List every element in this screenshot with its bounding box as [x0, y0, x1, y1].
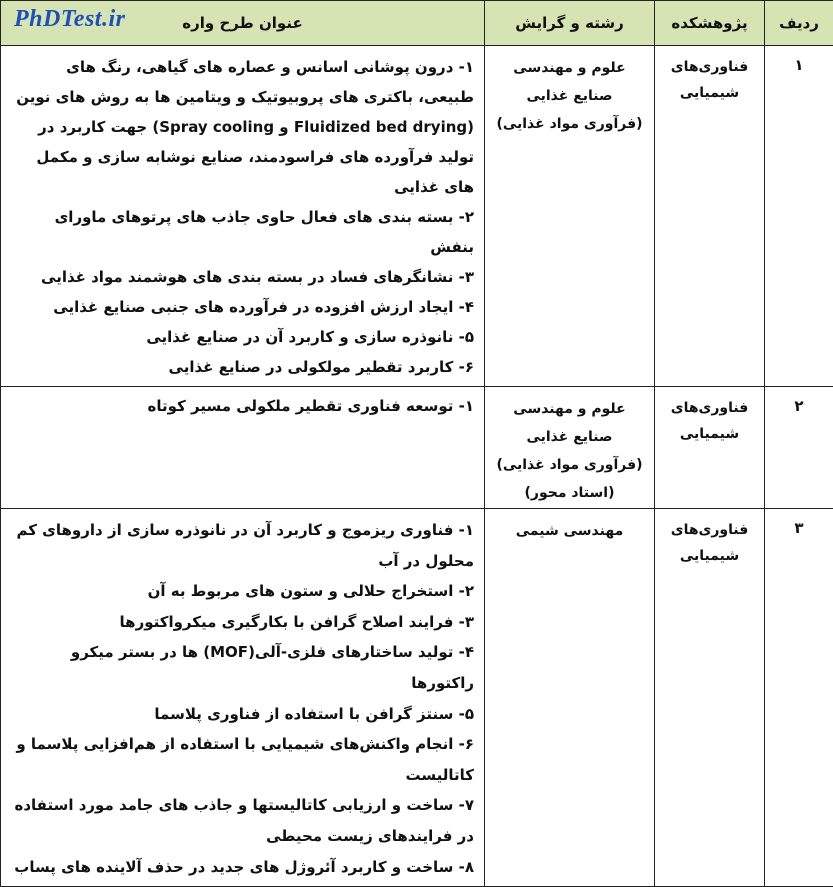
field-line: علوم و مهندسی: [485, 54, 654, 82]
header-institute: پژوهشکده: [655, 1, 765, 46]
institute-cell: [655, 46, 765, 387]
row-number: ۳: [765, 509, 833, 887]
table-row: [1, 509, 833, 887]
field-cell: [485, 387, 655, 509]
list-item: ۳- فرایند اصلاح گرافن با بکارگیری میکرواکتورها: [9, 607, 474, 638]
field-cell: [485, 46, 655, 387]
field-cell: [485, 509, 655, 887]
institute-line: فناوری‌های: [655, 395, 764, 421]
field-line: (فرآوری مواد غذایی): [485, 110, 654, 138]
list-item: ۴- ایجاد ارزش افزوده در فرآورده های جنبی صنایع غذایی: [9, 292, 474, 322]
list-item: ۵- نانوذره سازی و کاربرد آن در صنایع غذایی: [9, 322, 474, 352]
institute-cell: [655, 509, 765, 887]
title-cell: [1, 509, 485, 887]
header-title: عنوان طرح واره: [1, 1, 485, 46]
list-item: ۱- درون پوشانی اسانس و عصاره های گیاهی، رنگ های طبیعی، باکتری های پروبیوتیک و ویتامین ها به روش های نوین (Fluidized bed drying و Spray cooling) جهت کاربرد در تولید فرآورده های فراسودمند، صنایع نوشابه سازی و مکمل های غذایی: [9, 52, 474, 202]
row-number: ۱: [765, 46, 833, 387]
institute-line: فناوری‌های: [655, 54, 764, 80]
header-field: رشته و گرایش: [485, 1, 655, 46]
list-item: ۳- نشانگرهای فساد در بسته بندی های هوشمند مواد غذایی: [9, 262, 474, 292]
institute-cell: [655, 387, 765, 509]
list-item: ۷- ساخت و ارزیابی کاتالیستها و جاذب های جامد مورد استفاده در فرایندهای زیست محیطی: [9, 790, 474, 851]
list-item: ۲- استخراج حلالی و ستون های مربوط به آن: [9, 576, 474, 607]
field-line: صنایع غذایی: [485, 82, 654, 110]
field-line: (استاد محور): [485, 479, 654, 507]
list-item: ۴- تولید ساختارهای فلزی-آلی(MOF) ها در بستر میکرو راکتورها: [9, 637, 474, 698]
title-cell: [1, 46, 485, 387]
header-row-number: ردیف: [765, 1, 833, 46]
list-item: ۱- توسعه فناوری تقطیر ملکولی مسیر کوتاه: [9, 391, 474, 421]
list-item: ۲- بسته بندی های فعال حاوی جاذب های پرتوهای ماورای بنفش: [9, 202, 474, 262]
institute-line: شیمیایی: [655, 543, 764, 569]
list-item: ۵- سنتز گرافن با استفاده از فناوری پلاسما: [9, 699, 474, 730]
title-cell: [1, 387, 485, 509]
field-line: (فرآوری مواد غذایی): [485, 451, 654, 479]
watermark-logo: PhDTest.ir: [14, 6, 125, 33]
list-item: ۸- ساخت و کاربرد آئروژل های جدید در حذف آلاینده های پساب: [9, 852, 474, 883]
institute-line: فناوری‌های: [655, 517, 764, 543]
field-line: صنایع غذایی: [485, 423, 654, 451]
list-item: ۶- انجام واکنش‌های شیمیایی با استفاده از هم‌افزایی پلاسما و کاتالیست: [9, 729, 474, 790]
list-item: ۱- فناوری ریزموج و کاربرد آن در نانوذره سازی از داروهای کم محلول در آب: [9, 515, 474, 576]
row-number: ۲: [765, 387, 833, 509]
list-item: ۶- کاربرد تقطیر مولکولی در صنایع غذایی: [9, 352, 474, 382]
table-row: [1, 387, 833, 509]
institute-line: شیمیایی: [655, 80, 764, 106]
field-line: مهندسی شیمی: [485, 517, 654, 545]
institute-line: شیمیایی: [655, 421, 764, 447]
table-row: [1, 46, 833, 387]
field-line: علوم و مهندسی: [485, 395, 654, 423]
